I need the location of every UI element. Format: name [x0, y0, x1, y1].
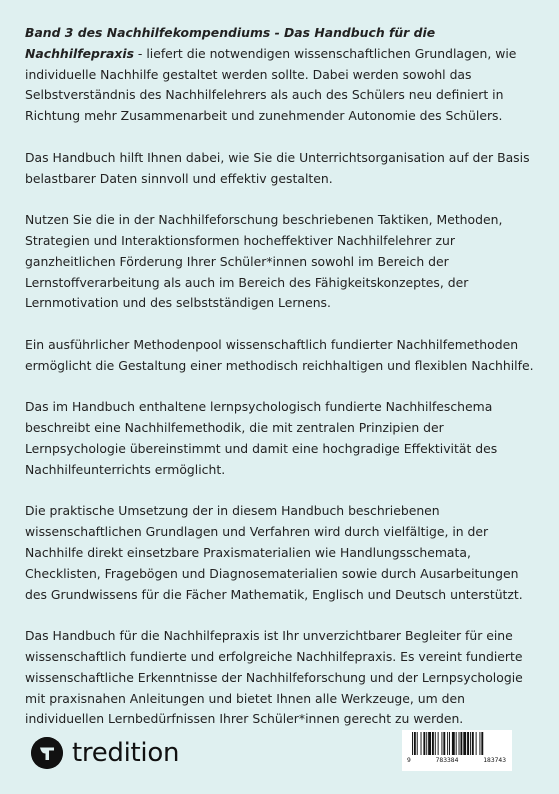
book-title: Band 3 des Nachhilfekompendiums - Das Handbuch für die Nachhilfepraxis [25, 25, 436, 61]
barcode-bar [479, 732, 480, 755]
back-cover-text [25, 23, 537, 751]
paragraph-3: Ein ausführlicher Methodenpool wissenschaftlich fundierter Nachhilfemethoden ermöglicht die Gestaltung einer methodisch reichhaltigen und flexiblen Nachhilfe. [25, 336, 534, 373]
paragraph-2: Nutzen Sie die in der Nachhilfeforschung beschriebenen Taktiken, Methoden, Strategien und Interaktionsformen hocheffektiver Nachhilfelehrer zur ganzheitlichen Förderung Ihrer Schüler*innen sowohl im Bereich der Lernstoffverarbeitung als auch im Bereich des Fähigkeitskonzeptes, der Lernmotivation und des selbstständigen Lernens. [25, 212, 503, 311]
barcode-bar [470, 732, 471, 755]
barcode-bar [412, 732, 413, 755]
barcode-bar [449, 732, 450, 755]
barcode-bar [428, 732, 431, 755]
paragraph-6: Das Handbuch für die Nachhilfepraxis ist Ihr unverzichtbarer Begleiter für eine wissenschaftlich fundierte und erfolgreiche Nachhilfepraxis. Es vereint fundierte wissenschaftliche Erkenntnisse der Nachhilfeforschung und der Lernpsychologie mit praxisnahen Anleitungen und bietet Ihnen alle Werkzeuge, um den individuellen Lernbedürfnissen Ihrer Schüler*innen gerecht zu werden. [25, 628, 523, 727]
barcode-bars [404, 732, 510, 758]
barcode-bar [452, 732, 455, 755]
paragraph-5: Die praktische Umsetzung der in diesem Handbuch beschriebenen wissenschaftlichen Grundlagen und Verfahren wird durch vielfältige, in der Nachhilfe direkt einsetzbare Praxismaterialien wie Handlungsschemata, Checklisten, Fragebögen und Diagnosematerialien sowie durch Ausarbeitungen des Grundwissens für die Fächer Mathematik, Englisch und Deutsch unterstützt. [25, 503, 523, 602]
barcode-group-2: 183743 [483, 757, 506, 764]
publisher-logo-icon [31, 737, 63, 769]
barcode-bar [438, 732, 439, 755]
barcode-bar [467, 732, 469, 755]
barcode-group-1: 783384 [435, 757, 459, 764]
barcode-bar [447, 732, 448, 755]
barcode-bar [441, 732, 442, 755]
barcode-digits [402, 757, 512, 764]
intro-text: - liefert die notwendigen wissenschaftlichen Grundlagen, wie individuelle Nachhilfe gestaltet werden sollte. Dabei werden sowohl das Selbstverständnis des Nachhilfelehrers als auch des Schülers neu definiert in Richtung mehr Zusammenarbeit und zunehmender Autonomie des Schülers. [25, 45, 517, 124]
barcode-bar [421, 732, 422, 755]
isbn-barcode [402, 730, 512, 771]
barcode-bar [414, 732, 416, 755]
barcode-bar [443, 732, 445, 755]
barcode-bar [456, 732, 457, 755]
barcode-bar [460, 732, 462, 755]
barcode-bar [432, 732, 434, 755]
paragraph-1: Das Handbuch hilft Ihnen dabei, wie Sie die Unterrichtsorganisation auf der Basis belastbarer Daten sinnvoll und effektiv gestalten. [25, 149, 530, 186]
barcode-bar [476, 732, 477, 755]
barcode-bar [459, 732, 460, 755]
publisher-name: tredition [72, 738, 180, 768]
barcode-bar [426, 732, 427, 755]
barcode-bar [435, 732, 436, 755]
barcode-bar [423, 732, 425, 755]
intro-paragraph [25, 23, 537, 127]
barcode-bar [463, 732, 466, 755]
barcode-bar [481, 732, 483, 755]
barcode-digit-first: 9 [407, 757, 411, 764]
paragraph-4: Das im Handbuch enthaltene lernpsychologisch fundierte Nachhilfeschema beschreibt eine Nachhilfemethodik, die mit zentralen Prinzipien der Lernpsychologie übereinstimmt und damit eine hochgradige Effektivität des Nachhilfeunterrichts ermöglicht. [25, 399, 498, 477]
barcode-bar [472, 732, 474, 755]
barcode-bar [417, 732, 418, 755]
publisher-logo [31, 737, 179, 769]
